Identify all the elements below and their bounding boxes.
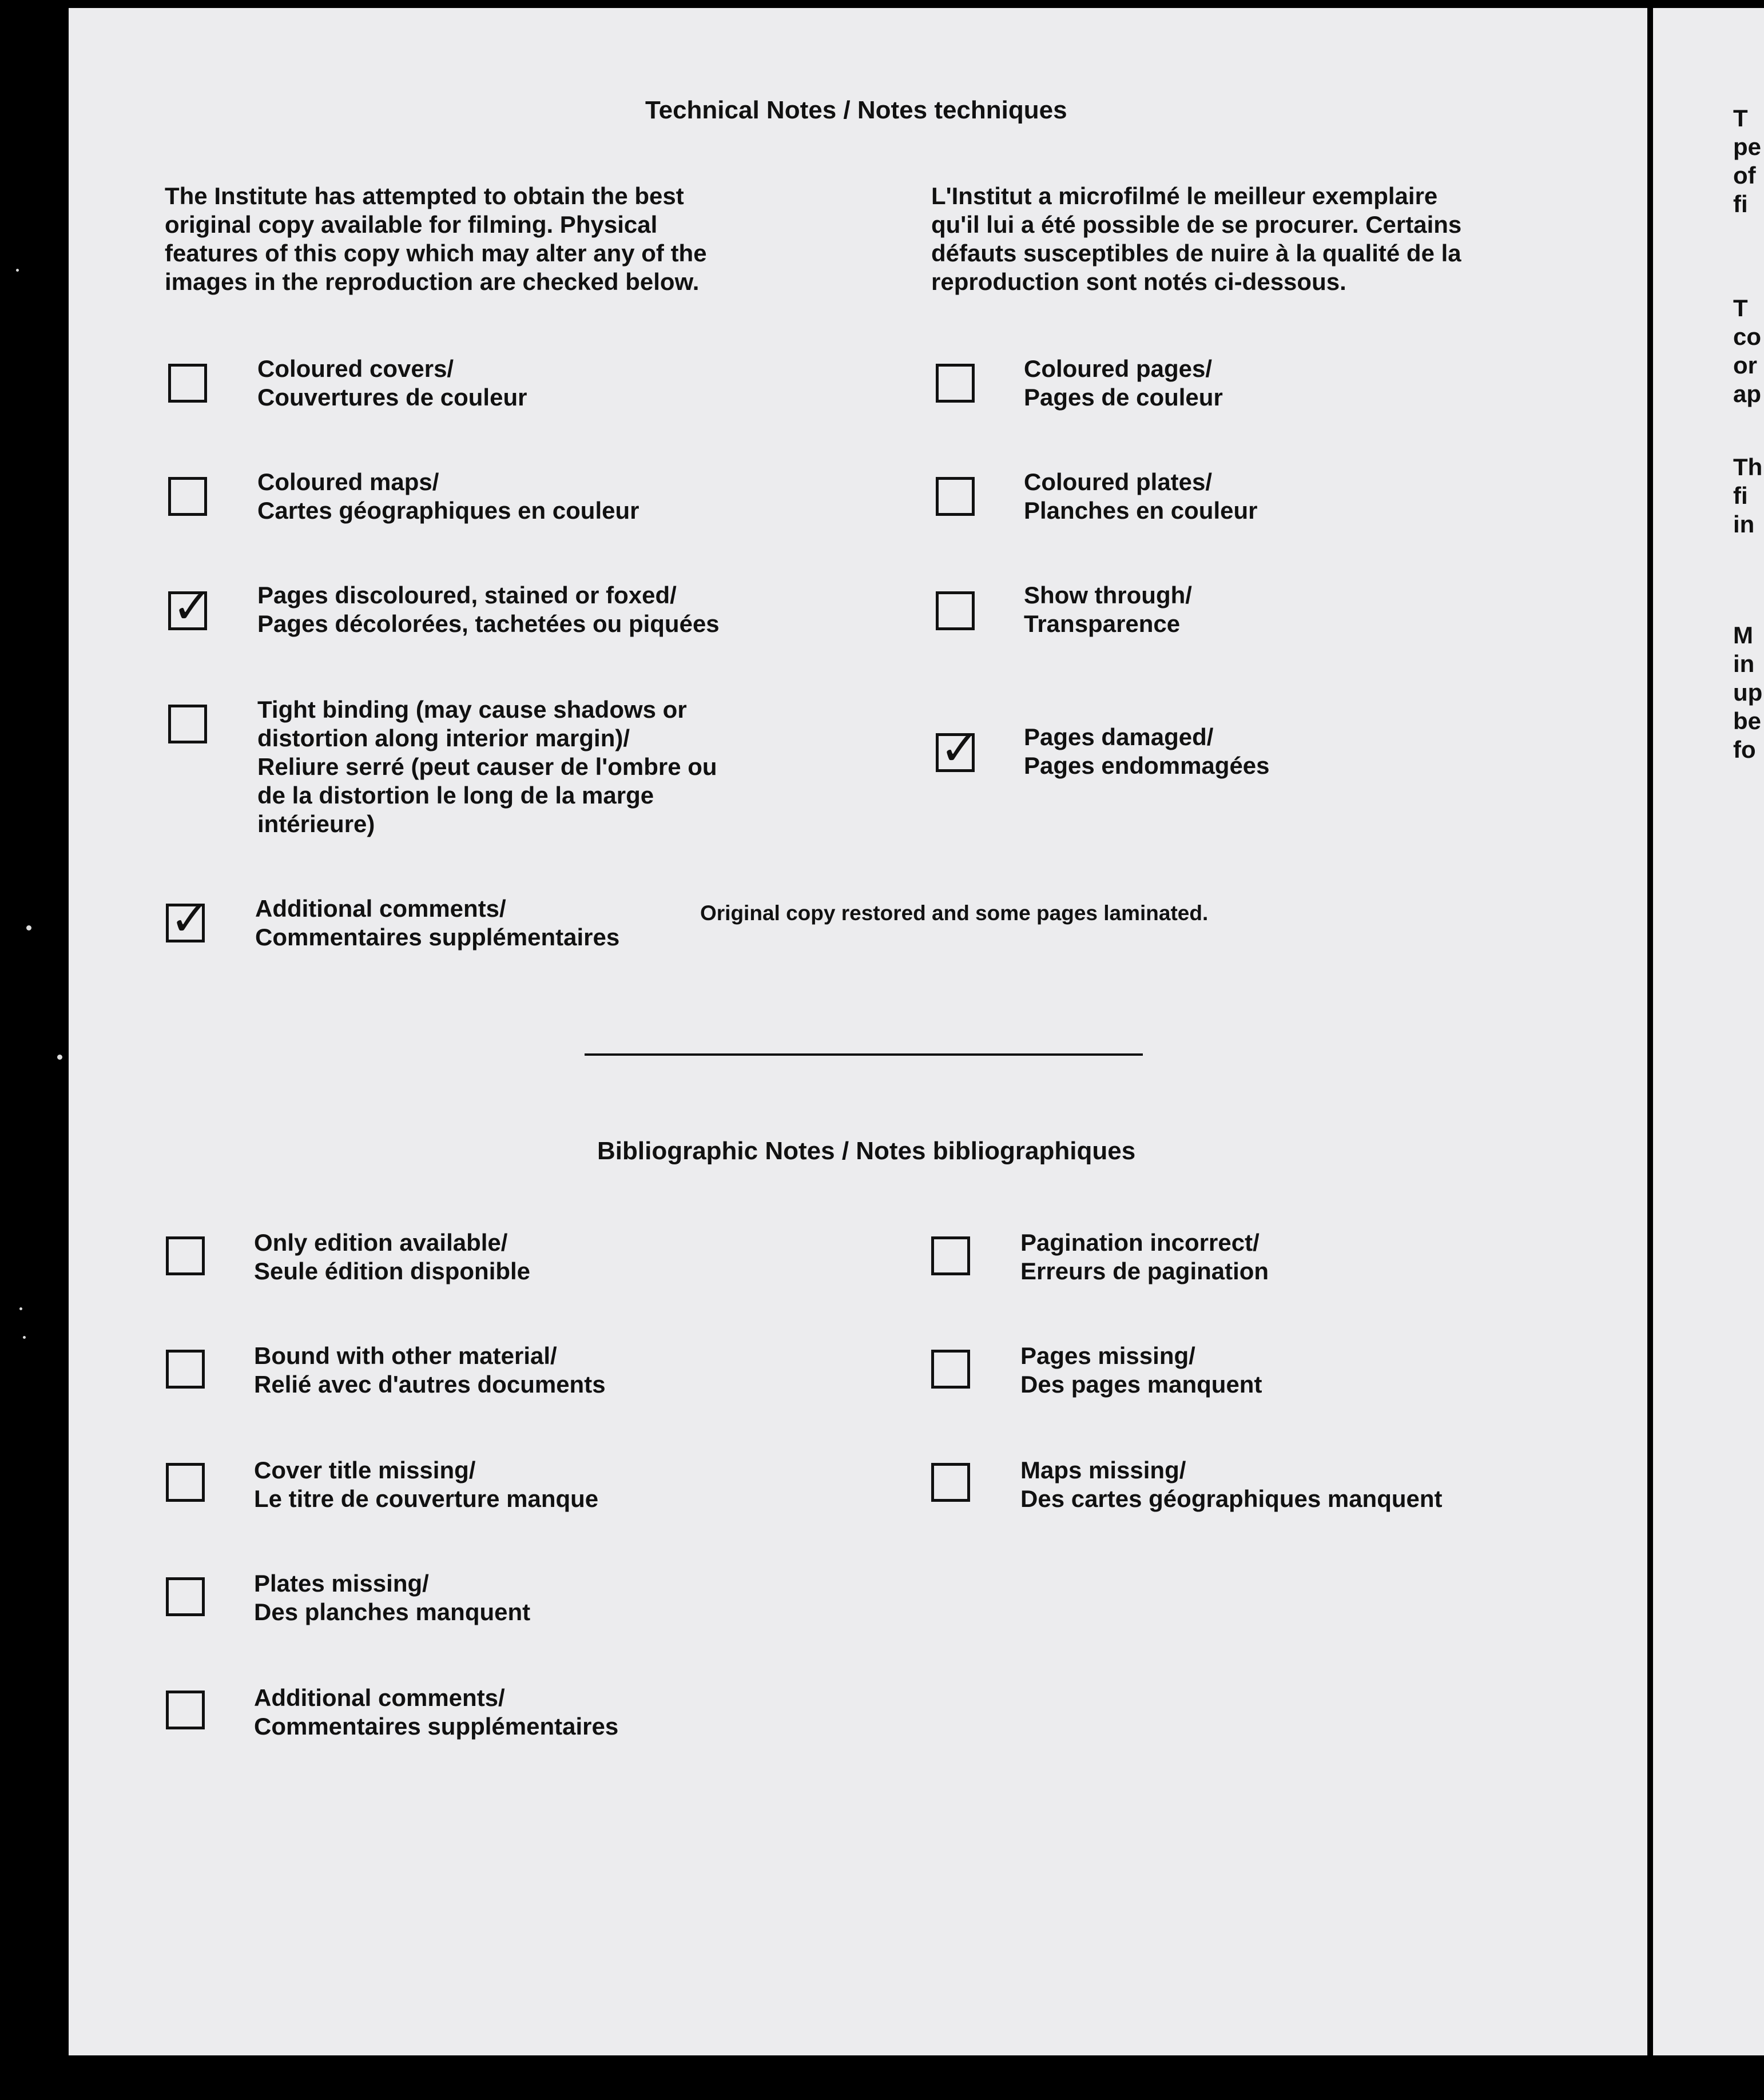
checkbox-pages-discoloured[interactable] [168,580,212,634]
checkbox-maps-missing[interactable] [931,1463,970,1502]
technical-notes-title: Technical Notes / Notes techniques [645,96,1067,124]
label-pages-discoloured: Pages discoloured, stained or foxed/ Pages décolorées, tachetées ou piquées [257,582,720,637]
check-icon: ✓ [940,722,979,776]
label-only-edition: Only edition available/ Seule édition disponible [254,1229,531,1284]
label-coloured-pages: Coloured pages/ Pages de couleur [1024,355,1223,411]
checkbox-pages-damaged[interactable] [936,722,979,776]
film-speck [57,1055,62,1060]
checkbox-coloured-covers[interactable] [168,364,207,403]
checkbox-plates-missing[interactable] [166,1577,205,1616]
technical-comment-text: Original copy restored and some pages laminated. [700,901,1209,925]
technical-intro-english: The Institute has attempted to obtain the best original copy available for filming. Physical features of this copy which may alter any of the images in the reproduction are checked below. [165,182,707,295]
checkbox-pages-missing[interactable] [931,1350,970,1389]
checkbox-additional-comments-technical[interactable] [166,892,209,946]
check-icon: ✓ [170,892,209,946]
label-cover-title-missing: Cover title missing/ Le titre de couverture manque [254,1457,599,1512]
label-coloured-covers: Coloured covers/ Couvertures de couleur [257,355,527,411]
film-speck [16,269,19,272]
bibliographic-notes-title: Bibliographic Notes / Notes bibliographiques [597,1137,1136,1165]
checkbox-show-through[interactable] [936,591,975,630]
checkbox-bound-with-other[interactable] [166,1350,205,1389]
film-speck [23,1336,26,1339]
checkbox-tight-binding[interactable] [168,705,207,743]
label-tight-binding: Tight binding (may cause shadows or distortion along interior margin)/ Reliure serré (peut causer de l'ombre ou de la distortion le long de la marge intérieure) [257,696,717,837]
checkbox-coloured-plates[interactable] [936,477,975,516]
label-pages-damaged: Pages damaged/ Pages endommagées [1024,723,1270,779]
label-plates-missing: Plates missing/ Des planches manquent [254,1570,531,1625]
checkbox-coloured-maps[interactable] [168,477,207,516]
label-maps-missing: Maps missing/ Des cartes géographiques manquent [1020,1457,1443,1512]
strip-fragment: T co or ap [1733,295,1762,407]
checkbox-cover-title-missing[interactable] [166,1463,205,1502]
label-coloured-maps: Coloured maps/ Cartes géographiques en couleur [257,468,639,524]
label-coloured-plates: Coloured plates/ Planches en couleur [1024,468,1258,524]
checkbox-pagination-incorrect[interactable] [931,1236,970,1275]
strip-fragment: M in up be fo [1733,622,1763,763]
section-divider [585,1053,1143,1056]
label-additional-comments-bibliographic: Additional comments/ Commentaires supplémentaires [254,1684,619,1740]
technical-intro-french: L'Institut a microfilmé le meilleur exemplaire qu'il lui a été possible de se procurer. Certains défauts susceptibles de nuire à la qualité de la reproduction sont notés ci-dessous. [931,182,1462,295]
label-show-through: Show through/ Transparence [1024,582,1192,637]
checkbox-only-edition[interactable] [166,1236,205,1275]
label-pagination-incorrect: Pagination incorrect/ Erreurs de pagination [1020,1229,1269,1284]
adjacent-page-strip [1653,8,1764,2055]
film-speck [19,1307,22,1310]
label-pages-missing: Pages missing/ Des pages manquent [1020,1342,1262,1398]
form-sheet [69,8,1647,2055]
checkbox-coloured-pages[interactable] [936,364,975,403]
strip-fragment: Th fi in [1733,454,1763,538]
film-speck [26,925,31,930]
check-icon: ✓ [172,580,212,634]
strip-fragment: T pe of fi [1733,105,1762,217]
checkbox-additional-comments-bibliographic[interactable] [166,1691,205,1729]
label-bound-with-other: Bound with other material/ Relié avec d'autres documents [254,1342,606,1398]
label-additional-comments-technical: Additional comments/ Commentaires supplémentaires [255,895,620,950]
